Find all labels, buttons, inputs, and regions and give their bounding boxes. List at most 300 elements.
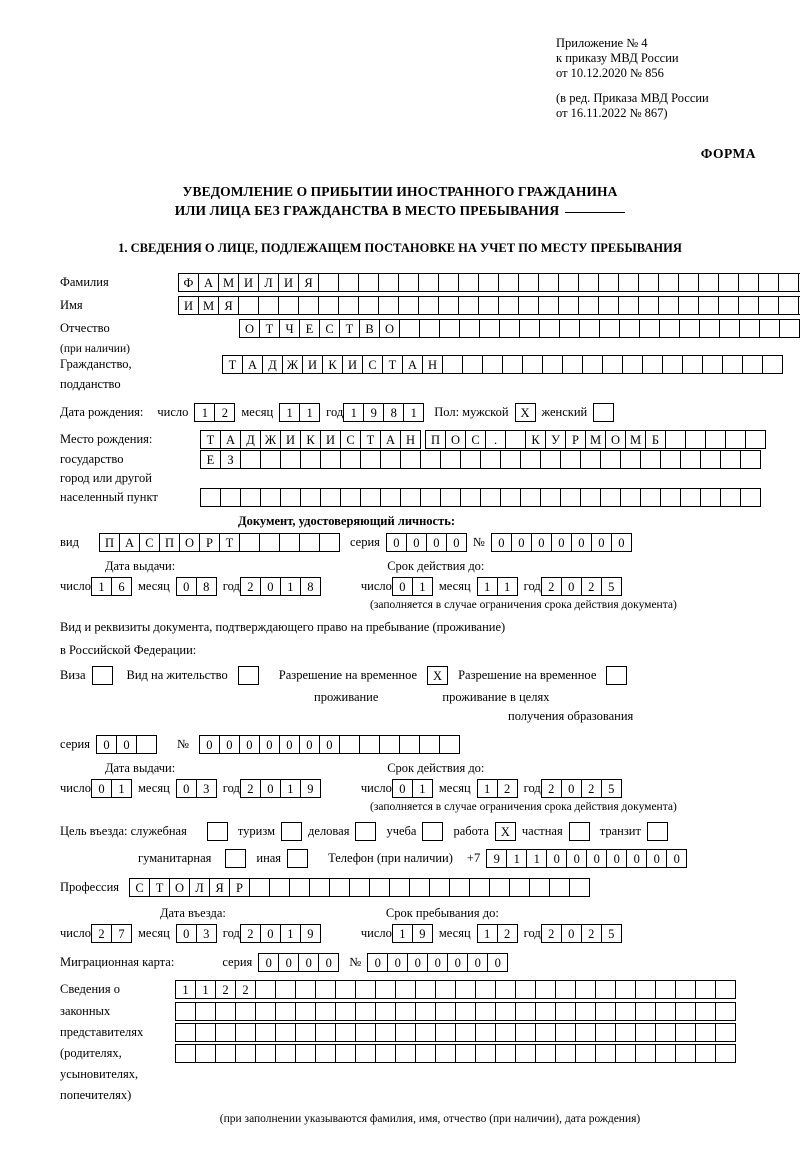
char-cell[interactable]: [429, 878, 450, 897]
char-cell[interactable]: 1: [412, 577, 433, 596]
checkbox-purpose-business[interactable]: [355, 822, 376, 841]
char-cell[interactable]: [535, 1002, 556, 1021]
char-cell[interactable]: [458, 273, 479, 292]
char-cell[interactable]: [215, 1002, 236, 1021]
char-cell[interactable]: [559, 319, 580, 338]
char-cell[interactable]: [695, 980, 716, 999]
char-cell[interactable]: [640, 488, 661, 507]
char-cell[interactable]: Ж: [260, 430, 281, 449]
char-cell[interactable]: [715, 1023, 736, 1042]
char-cell[interactable]: [380, 488, 401, 507]
char-cell[interactable]: [715, 1044, 736, 1063]
char-cell[interactable]: [355, 1044, 376, 1063]
char-cell[interactable]: [719, 319, 740, 338]
char-cell[interactable]: [175, 1044, 196, 1063]
char-cell[interactable]: [555, 1002, 576, 1021]
char-cell[interactable]: 1: [506, 849, 527, 868]
char-cell[interactable]: [460, 488, 481, 507]
char-cell[interactable]: 0: [279, 735, 300, 754]
input-stay-month[interactable]: [477, 924, 518, 943]
char-cell[interactable]: А: [119, 533, 140, 552]
char-cell[interactable]: [335, 1002, 356, 1021]
char-cell[interactable]: [462, 355, 483, 374]
char-cell[interactable]: 1: [175, 980, 196, 999]
char-cell[interactable]: [639, 319, 660, 338]
char-cell[interactable]: С: [129, 878, 150, 897]
input-doc-issue-day[interactable]: [91, 577, 132, 596]
char-cell[interactable]: [655, 980, 676, 999]
input-entry-year[interactable]: [240, 924, 321, 943]
char-cell[interactable]: [739, 319, 760, 338]
char-cell[interactable]: [275, 980, 296, 999]
char-cell[interactable]: [562, 355, 583, 374]
char-cell[interactable]: [440, 450, 461, 469]
input-permit-valid-month[interactable]: [477, 779, 518, 798]
char-cell[interactable]: 0: [406, 533, 427, 552]
char-cell[interactable]: М: [198, 296, 219, 315]
char-cell[interactable]: [499, 319, 520, 338]
char-cell[interactable]: [618, 296, 639, 315]
char-cell[interactable]: [255, 1044, 276, 1063]
checkbox-edu-residence[interactable]: [606, 666, 627, 685]
char-cell[interactable]: [320, 488, 341, 507]
char-cell[interactable]: 1: [412, 779, 433, 798]
char-cell[interactable]: К: [300, 430, 321, 449]
char-cell[interactable]: [438, 273, 459, 292]
char-cell[interactable]: [542, 355, 563, 374]
input-birthplace-city-line1[interactable]: [425, 430, 766, 449]
char-cell[interactable]: [619, 319, 640, 338]
char-cell[interactable]: [340, 450, 361, 469]
char-cell[interactable]: [518, 296, 539, 315]
char-cell[interactable]: [235, 1044, 256, 1063]
input-patronymic[interactable]: [239, 319, 800, 338]
char-cell[interactable]: [360, 488, 381, 507]
char-cell[interactable]: [289, 878, 310, 897]
input-doc-valid-year[interactable]: [541, 577, 622, 596]
char-cell[interactable]: Н: [422, 355, 443, 374]
char-cell[interactable]: [295, 980, 316, 999]
char-cell[interactable]: [640, 450, 661, 469]
char-cell[interactable]: Я: [218, 296, 239, 315]
char-cell[interactable]: З: [220, 450, 241, 469]
char-cell[interactable]: 0: [551, 533, 572, 552]
char-cell[interactable]: 0: [260, 924, 281, 943]
char-cell[interactable]: 0: [199, 735, 220, 754]
char-cell[interactable]: [358, 296, 379, 315]
char-cell[interactable]: 0: [611, 533, 632, 552]
char-cell[interactable]: 1: [279, 403, 300, 422]
char-cell[interactable]: [720, 450, 741, 469]
char-cell[interactable]: [740, 488, 761, 507]
input-permit-issue-month[interactable]: [176, 779, 217, 798]
char-cell[interactable]: [495, 1002, 516, 1021]
char-cell[interactable]: С: [139, 533, 160, 552]
char-cell[interactable]: 1: [91, 577, 112, 596]
char-cell[interactable]: [680, 488, 701, 507]
char-cell[interactable]: 0: [176, 924, 197, 943]
char-cell[interactable]: С: [465, 430, 486, 449]
char-cell[interactable]: [349, 878, 370, 897]
char-cell[interactable]: [359, 735, 380, 754]
char-cell[interactable]: [395, 980, 416, 999]
char-cell[interactable]: 0: [392, 779, 413, 798]
char-cell[interactable]: [255, 1002, 276, 1021]
char-cell[interactable]: [298, 296, 319, 315]
char-cell[interactable]: [659, 319, 680, 338]
char-cell[interactable]: [358, 273, 379, 292]
char-cell[interactable]: 0: [586, 849, 607, 868]
char-cell[interactable]: [515, 1002, 536, 1021]
char-cell[interactable]: [718, 273, 739, 292]
char-cell[interactable]: [515, 980, 536, 999]
input-legal-rep-line4[interactable]: [175, 1044, 736, 1063]
char-cell[interactable]: [455, 1023, 476, 1042]
char-cell[interactable]: 2: [497, 779, 518, 798]
char-cell[interactable]: 1: [195, 980, 216, 999]
input-birthplace-city-line3[interactable]: [200, 488, 761, 507]
char-cell[interactable]: [515, 1044, 536, 1063]
char-cell[interactable]: 1: [477, 924, 498, 943]
char-cell[interactable]: М: [218, 273, 239, 292]
char-cell[interactable]: [600, 488, 621, 507]
char-cell[interactable]: [758, 296, 779, 315]
char-cell[interactable]: 0: [259, 735, 280, 754]
char-cell[interactable]: Т: [339, 319, 360, 338]
char-cell[interactable]: 8: [383, 403, 404, 422]
char-cell[interactable]: [598, 296, 619, 315]
char-cell[interactable]: А: [220, 430, 241, 449]
char-cell[interactable]: [529, 878, 550, 897]
char-cell[interactable]: 0: [467, 953, 488, 972]
char-cell[interactable]: [275, 1002, 296, 1021]
char-cell[interactable]: [400, 488, 421, 507]
char-cell[interactable]: [255, 980, 276, 999]
input-entry-day[interactable]: [91, 924, 132, 943]
char-cell[interactable]: 0: [260, 779, 281, 798]
char-cell[interactable]: Д: [240, 430, 261, 449]
char-cell[interactable]: [375, 980, 396, 999]
char-cell[interactable]: [235, 1023, 256, 1042]
char-cell[interactable]: 1: [280, 924, 301, 943]
char-cell[interactable]: [395, 1002, 416, 1021]
char-cell[interactable]: [662, 355, 683, 374]
char-cell[interactable]: [435, 980, 456, 999]
char-cell[interactable]: О: [239, 319, 260, 338]
char-cell[interactable]: [475, 1023, 496, 1042]
char-cell[interactable]: [698, 296, 719, 315]
char-cell[interactable]: П: [425, 430, 446, 449]
char-cell[interactable]: 0: [386, 533, 407, 552]
input-migration-number[interactable]: [367, 953, 508, 972]
char-cell[interactable]: Т: [360, 430, 381, 449]
char-cell[interactable]: [539, 319, 560, 338]
char-cell[interactable]: 5: [601, 779, 622, 798]
char-cell[interactable]: [778, 296, 799, 315]
char-cell[interactable]: [675, 1002, 696, 1021]
char-cell[interactable]: [660, 450, 681, 469]
char-cell[interactable]: [315, 1044, 336, 1063]
char-cell[interactable]: [685, 430, 706, 449]
input-birthplace-state[interactable]: [200, 430, 421, 449]
char-cell[interactable]: Е: [200, 450, 221, 469]
checkbox-purpose-transit[interactable]: [647, 822, 668, 841]
char-cell[interactable]: [435, 1023, 456, 1042]
char-cell[interactable]: [495, 980, 516, 999]
input-legal-rep-line3[interactable]: [175, 1023, 736, 1042]
char-cell[interactable]: И: [320, 430, 341, 449]
char-cell[interactable]: [469, 878, 490, 897]
input-legal-rep-line1[interactable]: [175, 980, 736, 999]
char-cell[interactable]: [398, 296, 419, 315]
char-cell[interactable]: [175, 1002, 196, 1021]
input-permit-valid-year[interactable]: [541, 779, 622, 798]
char-cell[interactable]: [279, 533, 300, 552]
char-cell[interactable]: [679, 319, 700, 338]
char-cell[interactable]: И: [278, 273, 299, 292]
char-cell[interactable]: [779, 319, 800, 338]
char-cell[interactable]: 0: [531, 533, 552, 552]
char-cell[interactable]: 2: [541, 924, 562, 943]
char-cell[interactable]: [720, 488, 741, 507]
char-cell[interactable]: [315, 980, 336, 999]
char-cell[interactable]: [582, 355, 603, 374]
input-legal-rep-line2[interactable]: [175, 1002, 736, 1021]
input-migration-series[interactable]: [258, 953, 339, 972]
char-cell[interactable]: [579, 319, 600, 338]
char-cell[interactable]: [415, 1023, 436, 1042]
char-cell[interactable]: 9: [300, 924, 321, 943]
char-cell[interactable]: [655, 1002, 676, 1021]
char-cell[interactable]: 2: [497, 924, 518, 943]
char-cell[interactable]: [215, 1023, 236, 1042]
char-cell[interactable]: [360, 450, 381, 469]
char-cell[interactable]: [335, 1023, 356, 1042]
char-cell[interactable]: И: [342, 355, 363, 374]
char-cell[interactable]: [500, 488, 521, 507]
char-cell[interactable]: [495, 1023, 516, 1042]
char-cell[interactable]: [620, 488, 641, 507]
input-permit-valid-day[interactable]: [392, 779, 433, 798]
char-cell[interactable]: 2: [91, 924, 112, 943]
char-cell[interactable]: О: [179, 533, 200, 552]
char-cell[interactable]: 2: [240, 577, 261, 596]
char-cell[interactable]: 0: [299, 735, 320, 754]
char-cell[interactable]: Р: [229, 878, 250, 897]
char-cell[interactable]: [369, 878, 390, 897]
char-cell[interactable]: [759, 319, 780, 338]
char-cell[interactable]: 0: [626, 849, 647, 868]
char-cell[interactable]: [602, 355, 623, 374]
char-cell[interactable]: 1: [403, 403, 424, 422]
char-cell[interactable]: [318, 273, 339, 292]
char-cell[interactable]: [595, 1023, 616, 1042]
char-cell[interactable]: О: [445, 430, 466, 449]
char-cell[interactable]: [338, 273, 359, 292]
char-cell[interactable]: 0: [239, 735, 260, 754]
char-cell[interactable]: [400, 450, 421, 469]
char-cell[interactable]: [478, 296, 499, 315]
char-cell[interactable]: [502, 355, 523, 374]
char-cell[interactable]: [239, 533, 260, 552]
char-cell[interactable]: 5: [601, 924, 622, 943]
char-cell[interactable]: И: [178, 296, 199, 315]
char-cell[interactable]: [478, 273, 499, 292]
input-doc-issue-month[interactable]: [176, 577, 217, 596]
char-cell[interactable]: [678, 273, 699, 292]
char-cell[interactable]: [598, 273, 619, 292]
char-cell[interactable]: 1: [497, 577, 518, 596]
char-cell[interactable]: 9: [412, 924, 433, 943]
char-cell[interactable]: 9: [363, 403, 384, 422]
char-cell[interactable]: И: [280, 430, 301, 449]
char-cell[interactable]: 9: [300, 779, 321, 798]
char-cell[interactable]: [722, 355, 743, 374]
char-cell[interactable]: [682, 355, 703, 374]
char-cell[interactable]: [335, 980, 356, 999]
char-cell[interactable]: 0: [298, 953, 319, 972]
char-cell[interactable]: [509, 878, 530, 897]
char-cell[interactable]: [195, 1002, 216, 1021]
char-cell[interactable]: [762, 355, 783, 374]
char-cell[interactable]: [280, 450, 301, 469]
char-cell[interactable]: [399, 319, 420, 338]
char-cell[interactable]: Б: [645, 430, 666, 449]
char-cell[interactable]: [475, 1044, 496, 1063]
char-cell[interactable]: [578, 296, 599, 315]
char-cell[interactable]: [520, 450, 541, 469]
char-cell[interactable]: 0: [571, 533, 592, 552]
char-cell[interactable]: 2: [214, 403, 235, 422]
input-doc-kind[interactable]: [99, 533, 340, 552]
char-cell[interactable]: [635, 1002, 656, 1021]
char-cell[interactable]: К: [525, 430, 546, 449]
char-cell[interactable]: 0: [511, 533, 532, 552]
char-cell[interactable]: 0: [278, 953, 299, 972]
char-cell[interactable]: [778, 273, 799, 292]
char-cell[interactable]: [740, 450, 761, 469]
char-cell[interactable]: [435, 1002, 456, 1021]
char-cell[interactable]: [475, 980, 496, 999]
checkbox-residence[interactable]: [238, 666, 259, 685]
char-cell[interactable]: 0: [646, 849, 667, 868]
char-cell[interactable]: [535, 980, 556, 999]
char-cell[interactable]: [489, 878, 510, 897]
char-cell[interactable]: [595, 980, 616, 999]
char-cell[interactable]: 1: [299, 403, 320, 422]
char-cell[interactable]: [635, 1044, 656, 1063]
char-cell[interactable]: С: [319, 319, 340, 338]
input-permit-number[interactable]: [199, 735, 460, 754]
char-cell[interactable]: Д: [262, 355, 283, 374]
char-cell[interactable]: [295, 1023, 316, 1042]
char-cell[interactable]: [715, 980, 736, 999]
char-cell[interactable]: А: [402, 355, 423, 374]
char-cell[interactable]: [399, 735, 420, 754]
char-cell[interactable]: [575, 1023, 596, 1042]
char-cell[interactable]: Т: [259, 319, 280, 338]
char-cell[interactable]: [458, 296, 479, 315]
char-cell[interactable]: [355, 1002, 376, 1021]
checkbox-visa[interactable]: [92, 666, 113, 685]
checkbox-purpose-other[interactable]: [287, 849, 308, 868]
char-cell[interactable]: Ф: [178, 273, 199, 292]
char-cell[interactable]: О: [169, 878, 190, 897]
char-cell[interactable]: [705, 430, 726, 449]
char-cell[interactable]: [615, 980, 636, 999]
char-cell[interactable]: 0: [176, 577, 197, 596]
char-cell[interactable]: С: [362, 355, 383, 374]
char-cell[interactable]: [318, 296, 339, 315]
input-birth-month[interactable]: [279, 403, 320, 422]
input-permit-series[interactable]: [96, 735, 157, 754]
char-cell[interactable]: 1: [343, 403, 364, 422]
char-cell[interactable]: 0: [591, 533, 612, 552]
char-cell[interactable]: [595, 1044, 616, 1063]
char-cell[interactable]: [375, 1002, 396, 1021]
char-cell[interactable]: [389, 878, 410, 897]
checkbox-purpose-service[interactable]: [207, 822, 228, 841]
char-cell[interactable]: 5: [601, 577, 622, 596]
char-cell[interactable]: Л: [258, 273, 279, 292]
char-cell[interactable]: [575, 980, 596, 999]
char-cell[interactable]: [460, 450, 481, 469]
char-cell[interactable]: [745, 430, 766, 449]
char-cell[interactable]: 0: [319, 735, 340, 754]
char-cell[interactable]: [595, 1002, 616, 1021]
char-cell[interactable]: 7: [111, 924, 132, 943]
char-cell[interactable]: [558, 273, 579, 292]
char-cell[interactable]: Т: [382, 355, 403, 374]
char-cell[interactable]: 8: [196, 577, 217, 596]
char-cell[interactable]: Т: [219, 533, 240, 552]
char-cell[interactable]: [439, 319, 460, 338]
char-cell[interactable]: [522, 355, 543, 374]
char-cell[interactable]: [378, 296, 399, 315]
char-cell[interactable]: 0: [561, 779, 582, 798]
char-cell[interactable]: [249, 878, 270, 897]
input-doc-issue-year[interactable]: [240, 577, 321, 596]
char-cell[interactable]: П: [159, 533, 180, 552]
char-cell[interactable]: [340, 488, 361, 507]
char-cell[interactable]: [300, 488, 321, 507]
char-cell[interactable]: 0: [546, 849, 567, 868]
char-cell[interactable]: [738, 273, 759, 292]
char-cell[interactable]: 0: [367, 953, 388, 972]
char-cell[interactable]: [495, 1044, 516, 1063]
char-cell[interactable]: Т: [200, 430, 221, 449]
char-cell[interactable]: [275, 1023, 296, 1042]
char-cell[interactable]: 2: [240, 924, 261, 943]
char-cell[interactable]: 2: [581, 577, 602, 596]
char-cell[interactable]: Я: [209, 878, 230, 897]
char-cell[interactable]: [455, 980, 476, 999]
char-cell[interactable]: 2: [215, 980, 236, 999]
char-cell[interactable]: [240, 488, 261, 507]
char-cell[interactable]: Р: [199, 533, 220, 552]
char-cell[interactable]: [555, 980, 576, 999]
char-cell[interactable]: 0: [666, 849, 687, 868]
char-cell[interactable]: [220, 488, 241, 507]
input-permit-issue-day[interactable]: [91, 779, 132, 798]
char-cell[interactable]: Я: [298, 273, 319, 292]
char-cell[interactable]: .: [485, 430, 506, 449]
char-cell[interactable]: [338, 296, 359, 315]
input-doc-valid-day[interactable]: [392, 577, 433, 596]
char-cell[interactable]: М: [625, 430, 646, 449]
char-cell[interactable]: [355, 980, 376, 999]
char-cell[interactable]: [280, 488, 301, 507]
